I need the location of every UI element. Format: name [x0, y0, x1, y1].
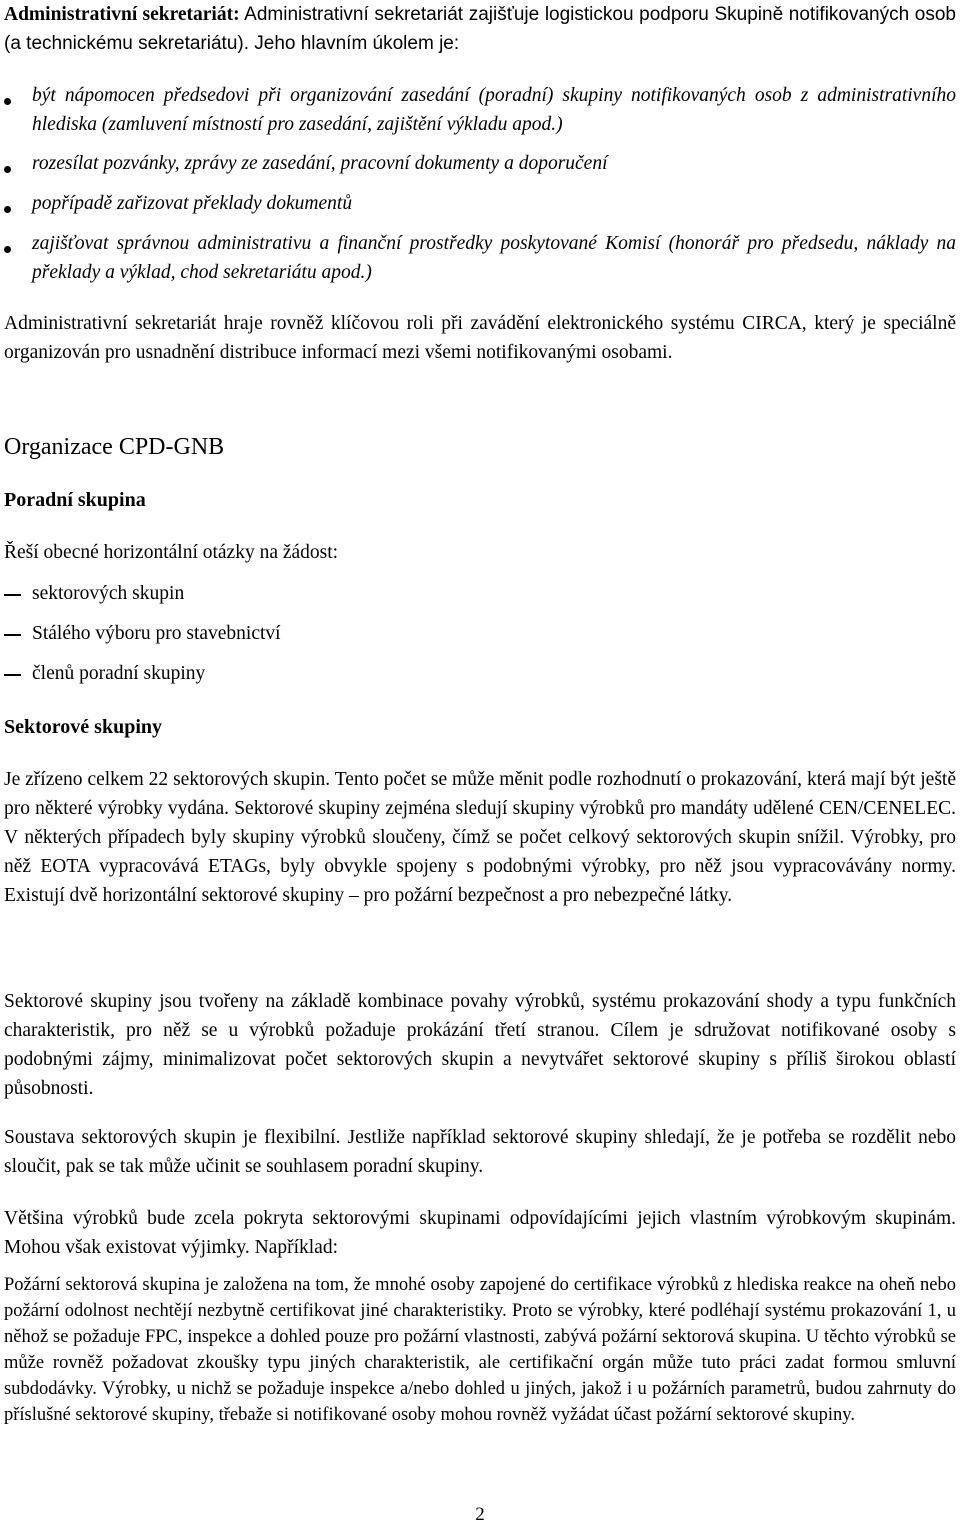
- bullet-icon: [4, 98, 11, 105]
- section-title: Organizace CPD-GNB: [4, 434, 225, 460]
- intro-text: Administrativní sekretariát zajišťuje logistickou podporu Skupině notifikovaných osob (a technickému sekretariátu). Jeho hlavním úkolem je:: [4, 4, 956, 54]
- fire-group-example: Požární sektorová skupina je založena na tom, že mnohé osoby zapojené do certifikace výrobků z hlediska reakce na oheň nebo požární odolnost nechtějí nezbytně certifikovat jiné charakteristiky. Proto se výrobky, které podléhají systému prokazování 1, u něhož se požaduje FPC, inspekce a dohled pouze pro požární vlastnosti, zabývá požární sektorová skupina. U těchto výrobků se může rovněž požadovat zkoušky typu jiných charakteristik, ale certifikační orgán může tuto práci zadat formou smluvní subdodávky. Výrobky, u nichž se požaduje inspekce a/nebo dohled u jiných, jakož i u požárních parametrů, budou zahrnuty do příslušné sektorové skupiny, třebaže si notifikované osoby mohou rovněž vyžádat účast požární sektorové skupiny.: [4, 1275, 956, 1425]
- advisory-lead: Řeší obecné horizontální otázky na žádost:: [4, 542, 339, 563]
- page-number: 2: [475, 1504, 485, 1525]
- intro-paragraph: [4, 0, 956, 58]
- duty-item: popřípadě zařizovat překlady dokumentů: [32, 193, 353, 214]
- sector-paragraph: Je zřízeno celkem 22 sektorových skupin. Tento počet se může měnit podle rozhodnutí o prokazování, která mají být ještě pro některé výrobky vydána. Sektorové skupiny zejména sledují skupiny výrobků pro mandáty udělené CEN/CENELEC. V některých případech byly skupiny výrobků sloučeny, čímž se počet celkový sektorových skupin snížil. Výrobky, pro něž EOTA vypracovává ETAGs, byly obvykle spojeny s podobnými výrobky, pro něž jsou vypracovávány normy. Existují dvě horizontální sektorové skupiny – pro požární bezpečnost a pro nebezpečné látky.: [4, 769, 956, 906]
- intro-label: Administrativní sekretariát:: [4, 4, 240, 25]
- dash-icon: [4, 594, 21, 596]
- advisory-item: členů poradní skupiny: [32, 663, 206, 684]
- duty-item: rozesílat pozvánky, zprávy ze zasedání, pracovní dokumenty a doporučení: [32, 153, 608, 174]
- dash-icon: [4, 674, 21, 676]
- sector-paragraph: Většina výrobků bude zcela pokryta sektorovými skupinami odpovídajícími jejich vlastním výrobkovým skupinám. Mohou však existovat výjimky. Například:: [4, 1208, 956, 1258]
- circa-paragraph: Administrativní sekretariát hraje rovněž klíčovou roli při zavádění elektronického systému CIRCA, který je speciálně organizován pro usnadnění distribuce informací mezi všemi notifikovanými osobami.: [4, 313, 956, 363]
- bullet-icon: [4, 166, 11, 173]
- sector-paragraph: Soustava sektorových skupin je flexibilní. Jestliže například sektorové skupiny shledají, že je potřeba se rozdělit nebo sloučit, pak se tak může učinit se souhlasem poradní skupiny.: [4, 1127, 956, 1177]
- advisory-item: sektorových skupin: [32, 583, 185, 604]
- bullet-icon: [4, 206, 11, 213]
- duty-item: zajišťovat správnou administrativu a finanční prostředky poskytované Komisí (honorář pro předsedu, náklady na překlady a výklad, chod sekretariátu apod.): [32, 233, 956, 283]
- sector-paragraph: Sektorové skupiny jsou tvořeny na základě kombinace povahy výrobků, systému prokazování shody a typu funkčních charakteristik, pro něž se u výrobků požaduje prokázání třetí stranou. Cílem je sdružovat notifikované osoby s podobnými zájmy, minimalizovat počet sektorových skupin a nevytvářet sektorové skupiny s příliš širokou oblastí působnosti.: [4, 991, 956, 1099]
- bullet-icon: [4, 246, 11, 253]
- advisory-item: Stálého výboru pro stavebnictví: [32, 623, 281, 644]
- dash-icon: [4, 634, 21, 636]
- sector-heading: Sektorové skupiny: [4, 716, 163, 738]
- advisory-heading: Poradní skupina: [4, 489, 146, 511]
- duty-item: být nápomocen předsedovi při organizování zasedání (poradní) skupiny notifikovaných osob z administrativního hlediska (zamluvení místností pro zasedání, zajištění výkladu apod.): [32, 85, 956, 135]
